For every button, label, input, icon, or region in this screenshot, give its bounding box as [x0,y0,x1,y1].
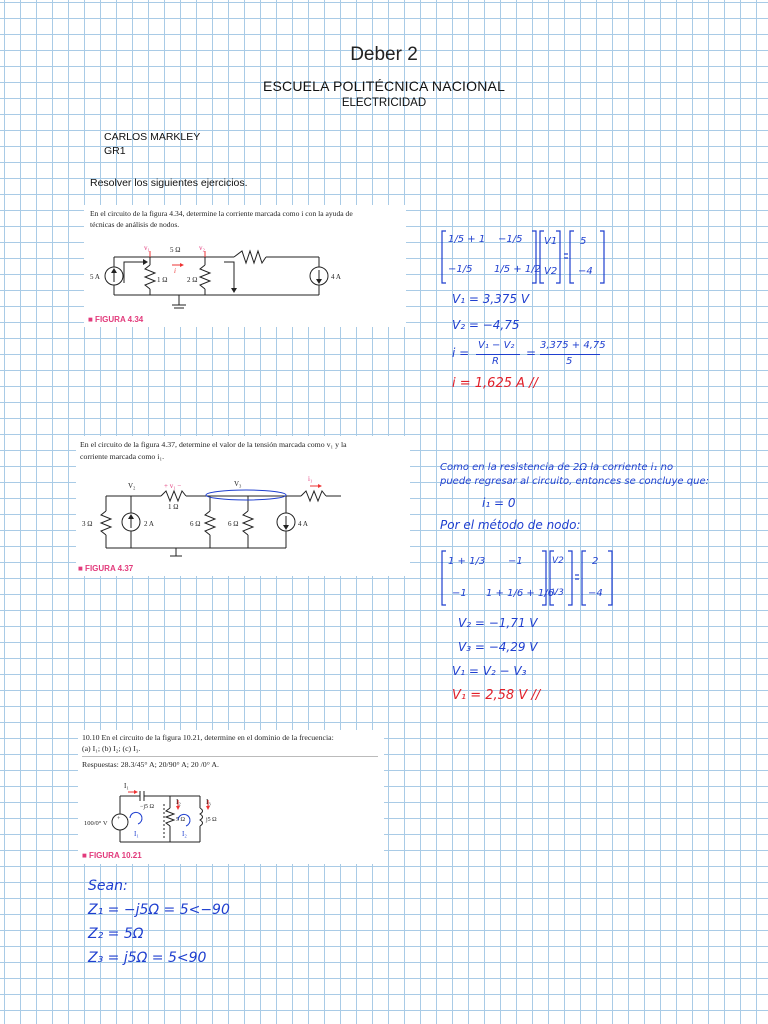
label-i: i [174,267,176,275]
label-src4: 4 A [298,520,308,528]
problem2-text-line2: corriente marcada como i₁. [80,452,165,461]
label-src4: 4 A [331,273,341,281]
page-title: Deber 2 [350,44,418,65]
label-v2: V₂ [128,482,136,490]
label-r2: 2 Ω [187,276,198,284]
label-i2: I₂ [176,798,181,806]
solution3-z2: Z₂ = 5Ω [88,926,144,942]
matrix2-a21: −1 [452,588,467,599]
problem3-text-line1: 10.10 En el circuito de la figura 10.21, determine en el dominio de la frecuencia: [82,733,334,742]
label-r1: 1 Ω [157,276,168,284]
label-src: 100/0° V [84,820,108,827]
instruction: Resolver los siguientes ejercicios. [90,177,248,189]
matrix1-b1: 5 [580,236,587,247]
solution3-sean: Sean: [88,878,128,894]
solution3-z3: Z₃ = j5Ω = 5<90 [88,950,207,966]
matrix1-a11: 1/5 + 1 [448,234,486,245]
figure-10-21-label: ■ FIGURA 10.21 [82,851,142,860]
matrix1-a22: 1/5 + 1/2 [494,264,541,275]
matrix2-a22: 1 + 1/6 + 1/6 [486,588,555,599]
label-v1: v₁ [144,244,150,252]
label-v1: + v₁ − [164,482,182,490]
label-r6a: 6 Ω [190,520,201,528]
matrix2-v3: V3 [552,588,564,598]
matrix-eq-2 [440,548,620,608]
matrix-eq-1 [440,228,610,286]
matrix2-b1: 2 [592,556,599,567]
label-i1: I₁ [124,782,129,790]
solution3-z1: Z₁ = −j5Ω = 5<−90 [88,902,230,918]
solution2-result: V₁ = 2,58 V // [452,688,541,703]
solution2-note-line2: puede regresar al circuito, entonces se concluye que: [440,476,709,487]
subject-name: ELECTRICIDAD [341,97,427,109]
formula-den2: 5 [566,356,573,367]
solution2-note-line1: Como en la resistencia de 2Ω la corriente i₁ no [440,462,674,473]
matrix2-v2: V2 [552,556,564,566]
solution2-v2: V₂ = −1,71 V [458,616,538,630]
svg-text:+: + [117,816,121,822]
label-r5: 5 Ω [170,246,181,254]
solution1-v1: V₁ = 3,375 V [452,292,530,306]
school-name: ESCUELA POLITÉCNICA NACIONAL [262,78,506,94]
problem3-answers: Respuestas: 28.3/45° A; 20/90° A; 20 /0° A. [82,760,219,769]
problem1-text-line1: En el circuito de la figura 4.34, determine la corriente marcada como i con la ayuda de [90,209,353,218]
solution2-v3: V₃ = −4,29 V [458,640,538,654]
label-cap: −j5 Ω [140,804,155,810]
label-i3: I₃ [206,798,211,806]
label-i1: i₁ [308,475,313,483]
figure-4-37-label: ■ FIGURA 4.37 [78,564,134,573]
label-src5: 5 A [90,273,100,281]
solution2-method: Por el método de nodo: [440,518,581,532]
formula-bar [476,354,520,355]
solution2-i1-zero: i₁ = 0 [482,496,516,510]
matrix2-a11: 1 + 1/3 [448,556,486,567]
label-l5: j5 Ω [206,817,217,823]
figure-4-34-label: ■ FIGURA 4.34 [88,315,144,324]
problem3-text-line2: (a) I₁; (b) I₂; (c) I₃. [82,744,141,753]
label-loop1: I₁ [134,830,139,838]
label-r1: 1 Ω [168,503,179,511]
solution2-v1-formula: V₁ = V₂ − V₃ [452,664,527,678]
formula-num2: 3,375 + 4,75 [540,340,606,351]
current-formula [452,340,632,370]
formula-bar2 [540,354,600,355]
label-r6b: 6 Ω [228,520,239,528]
formula-den: R [492,356,499,367]
formula-num: V₁ − V₂ [478,340,515,351]
solution1-v2: V₂ = −4,75 [452,318,520,332]
circuit-4-34 [84,205,406,327]
label-loop2: I₂ [182,830,187,838]
problem2-panel [76,436,410,576]
formula-eq: = [526,346,537,360]
label-r5: 5 Ω [176,817,185,823]
formula-lhs: i = [452,346,470,360]
problem3-panel [78,730,384,864]
label-src2: 2 A [144,520,154,528]
matrix1-v1: V1 [544,236,558,247]
problem1-panel [84,205,406,327]
matrix1-a21: −1/5 [448,264,473,275]
solution1-result: i = 1,625 A // [452,376,538,391]
circuit-10-21 [78,730,384,864]
student-name: CARLOS MARKLEY [104,131,201,143]
problem1-text-line2: técnicas de análisis de nodos. [90,220,180,229]
label-v3: V₃ [234,480,242,488]
group-name: GR1 [104,145,126,157]
problem2-text-line1: En el circuito de la figura 4.37, determine el valor de la tensión marcada como v₁ y la [80,440,347,449]
matrix2-b2: −4 [588,588,603,599]
label-v2: v₂ [199,244,205,252]
matrix1-b2: −4 [578,266,593,277]
matrix1-a12: −1/5 [498,234,523,245]
circuit-4-37 [76,436,410,576]
matrix2-a12: −1 [508,556,523,567]
label-r3: 3 Ω [82,520,93,528]
matrix1-v2: V2 [544,266,558,277]
